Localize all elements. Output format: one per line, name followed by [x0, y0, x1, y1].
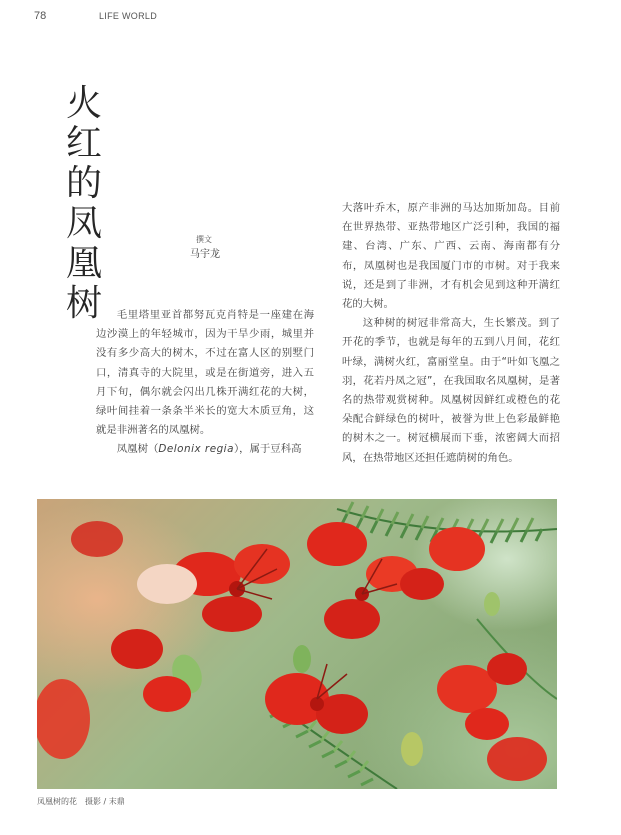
paragraph-text: ），属于豆科高	[233, 443, 302, 456]
title-char: 火	[65, 83, 102, 124]
latin-name: Delonix regia	[158, 443, 234, 456]
title-char: 红	[65, 123, 102, 164]
paragraph-text: 凤凰树（	[116, 443, 159, 456]
photo-caption: 凤凰树的花 摄影 / 末鼎	[37, 797, 125, 806]
article-column-right	[342, 199, 560, 468]
paragraph	[96, 440, 314, 459]
article-column-left	[96, 306, 314, 460]
author-name: 马宇龙	[190, 249, 220, 260]
title-char: 树	[65, 283, 102, 324]
byline-label: 撰文	[196, 235, 212, 244]
section-label: LIFE WORLD	[99, 11, 158, 21]
flame-tree-photo	[37, 499, 557, 789]
title-char: 的	[65, 163, 102, 204]
paragraph: 大落叶乔木，原产非洲的马达加斯加岛。目前在世界热带、亚热带地区广泛引种，我国的福建、台湾、广东、广西、云南、海南都有分布，凤凰树也是我国厦门市的市树。对于我来说，还是到了非洲，才有机会见到这种开满红花的大树。	[342, 202, 560, 311]
paragraph: 这种树的树冠非常高大，生长繁茂。到了开花的季节，也就是每年的五到八月间，花红叶绿，满树火红，富丽堂皇。由于“叶如飞凰之羽，花若丹凤之冠”，在我国取名凤凰树，是著名的热带观赏树种。凤凰树因鲜红或橙色的花朵配合鲜绿色的树叶，被誉为世上色彩最鲜艳的树木之一。树冠横展而下垂，浓密阔大而招风，在热带地区还担任遮荫树的角色。	[342, 317, 560, 464]
paragraph: 毛里塔里亚首都努瓦克肖特是一座建在海边沙漠上的年轻城市，因为干旱少雨，城里并没有多少高大的树木，不过在富人区的别墅门口，清真寺的大院里，或是在街道旁，进入五月下旬，偶尔就会闪出几株开满红花的大树，绿叶间挂着一条条半米长的宽大木质豆角，这就是非洲著名的凤凰树。	[96, 309, 314, 437]
article-title	[62, 84, 106, 324]
flower-group	[37, 521, 547, 781]
title-char: 凤	[65, 203, 102, 244]
title-char: 凰	[65, 243, 102, 284]
page-number: 78	[34, 10, 47, 22]
flower-illustration	[37, 499, 557, 789]
